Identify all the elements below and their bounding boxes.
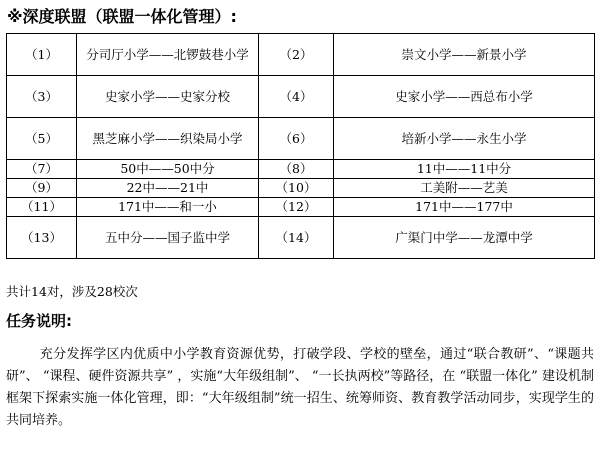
pair-index-cell: （10）	[259, 179, 334, 198]
school-pair-cell: 史家小学——西总布小学	[334, 76, 595, 118]
table-row	[7, 76, 595, 118]
school-pair-cell: 广渠门中学——龙潭中学	[334, 217, 595, 259]
pair-index-cell: （13）	[7, 217, 77, 259]
description-paragraph: 充分发挥学区内优质中小学教育资源优势，打破学段、学校的壁垒，通过“联合教研”、“课题共研”、 “课程、硬件资源共享” ，实施“大年级组制”、 “一长执两校”等路径，在 “联盟一体化” 建设机制框架下探索实施一体化管理，即：“大年级组制”统一招生、统筹师资、教育教学活动同步，实现学生的共同培养。	[6, 347, 594, 428]
pair-index-cell: （12）	[259, 198, 334, 217]
school-pair-cell: 黑芝麻小学——织染局小学	[77, 118, 259, 160]
summary-text: 共计14对，涉及28校次	[6, 284, 138, 299]
school-pair-cell: 崇文小学——新景小学	[334, 34, 595, 76]
section-heading: 任务说明:	[6, 312, 72, 330]
pair-index-cell: （8）	[259, 160, 334, 179]
pair-index-cell: （7）	[7, 160, 77, 179]
pair-index-cell: （9）	[7, 179, 77, 198]
alliance-table	[6, 33, 595, 259]
school-pair-cell: 50中——50中分	[77, 160, 259, 179]
pair-index-cell: （5）	[7, 118, 77, 160]
pair-index-cell: （4）	[259, 76, 334, 118]
school-pair-cell: 史家小学——史家分校	[77, 76, 259, 118]
school-pair-cell: 工美附——艺美	[334, 179, 595, 198]
school-pair-cell: 11中——11中分	[334, 160, 595, 179]
table-row	[7, 118, 595, 160]
page-title: ※深度联盟（联盟一体化管理）:	[7, 7, 237, 26]
school-pair-cell: 171中——177中	[334, 198, 595, 217]
school-pair-cell: 培新小学——永生小学	[334, 118, 595, 160]
pair-index-cell: （14）	[259, 217, 334, 259]
school-pair-cell: 22中——21中	[77, 179, 259, 198]
school-pair-cell: 五中分——国子监中学	[77, 217, 259, 259]
table-row	[7, 198, 595, 217]
pair-index-cell: （6）	[259, 118, 334, 160]
pair-index-cell: （3）	[7, 76, 77, 118]
table-row	[7, 34, 595, 76]
table-row	[7, 217, 595, 259]
pair-index-cell: （2）	[259, 34, 334, 76]
table-row	[7, 160, 595, 179]
school-pair-cell: 分司厅小学——北锣鼓巷小学	[77, 34, 259, 76]
table-row	[7, 179, 595, 198]
pair-index-cell: （11）	[7, 198, 77, 217]
school-pair-cell: 171中——和一小	[77, 198, 259, 217]
pair-index-cell: （1）	[7, 34, 77, 76]
